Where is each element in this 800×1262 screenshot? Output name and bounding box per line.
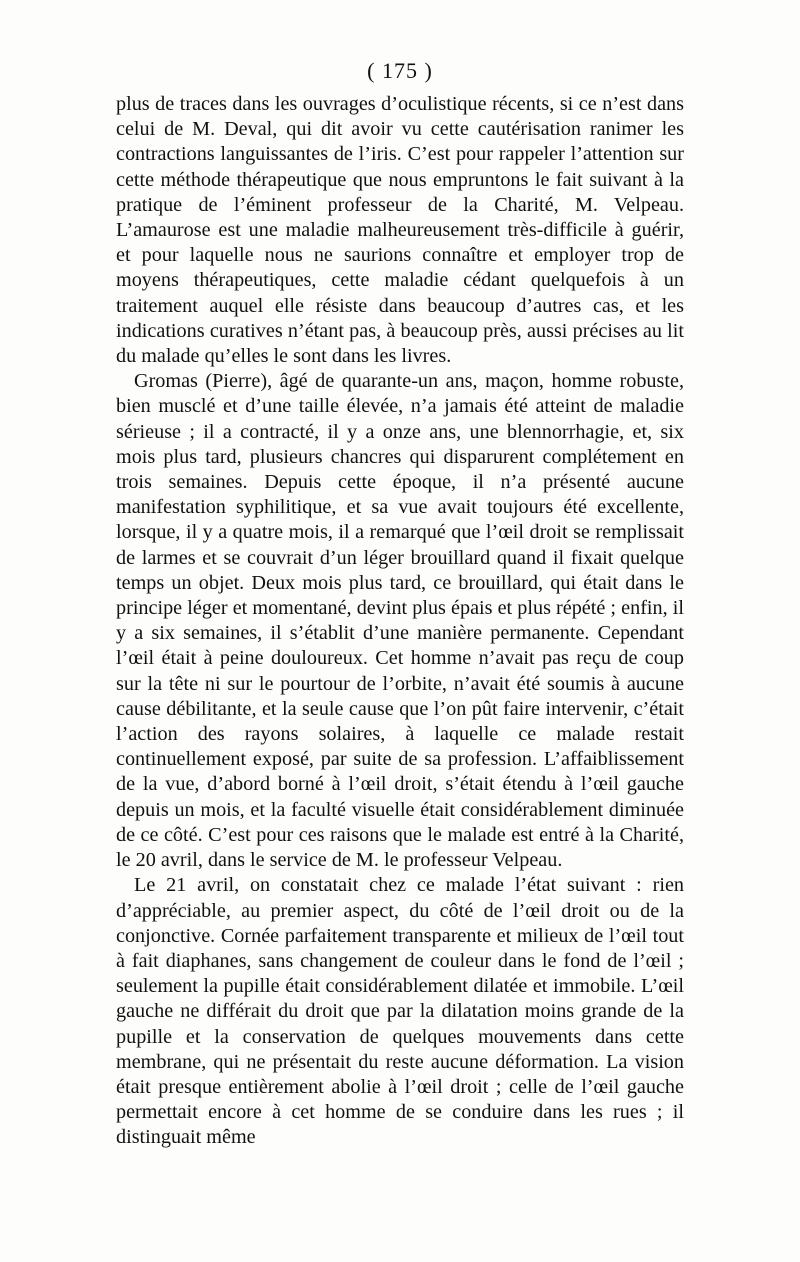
- paragraph-case-history: Gromas (Pierre), âgé de quarante-un ans, maçon, homme robuste, bien musclé et d’une taille élevée, n’a jamais été atteint de maladie sérieuse ; il a contracté, il y a onze ans, une blennorrhagie, et, six mois plus tard, plusieurs chancres qui disparurent complétement en trois semaines. Depuis cette époque, il n’a présenté aucune manifestation syphilitique, et sa vue avait toujours été excellente, lorsque, il y a quatre mois, il a remarqué que l’œil droit se remplissait de larmes et se couvrait d’un léger brouillard quand il fixait quelque temps un objet. Deux mois plus tard, ce brouillard, qui était dans le principe léger et momentané, devint plus épais et plus répété ; enfin, il y a six semaines, il s’établit d’une manière permanente. Cependant l’œil était à peine douloureux. Cet homme n’avait pas reçu de coup sur la tête ni sur le pourtour de l’orbite, n’avait été soumis à aucune cause débilitante, et la seule cause que l’on pût faire intervenir, c’était l’action des rayons solaires, à laquelle ce malade restait continuellement exposé, par suite de sa profession. L’affaiblissement de la vue, d’abord borné à l’œil droit, s’était étendu à l’œil gauche depuis un mois, et la faculté visuelle était considérablement diminuée de ce côté. C’est pour ces raisons que le malade est entré à la Charité, le 20 avril, dans le service de M. le professeur Velpeau.: [116, 370, 684, 872]
- page-number: ( 175 ): [367, 58, 433, 83]
- paragraph-examination: Le 21 avril, on constatait chez ce malade l’état suivant : rien d’appréciable, au premier aspect, du côté de l’œil droit ou de la conjonctive. Cornée parfaitement transparente et milieux de l’œil tout à fait diaphanes, sans changement de couleur dans le fond de l’œil ; seulement la pupille était considérablement dilatée et immobile. L’œil gauche ne différait du droit que par la dilatation moins grande de la pupille et la conservation de quelques mouvements dans cette membrane, qui ne présentait du reste aucune déformation. La vision était presque entièrement abolie à l’œil droit ; celle de l’œil gauche permettait encore à cet homme de se conduire dans les rues ; il distinguait même: [116, 874, 684, 1149]
- body-text: [116, 92, 684, 1151]
- paragraph-continuation: plus de traces dans les ouvrages d’oculistique récents, si ce n’est dans celui de M. Deval, qui dit avoir vu cette cautérisation ranimer les contractions languissantes de l’iris. C’est pour rappeler l’attention sur cette méthode thérapeutique que nous empruntons le fait suivant à la pratique de l’éminent professeur de la Charité, M. Velpeau. L’amaurose est une maladie malheureusement très-difficile à guérir, et pour laquelle nous ne saurions connaître et employer trop de moyens thérapeutiques, cette maladie cédant quelquefois à un traitement auquel elle résiste dans beaucoup d’autres cas, et les indications curatives n’étant pas, à beaucoup près, aussi précises au lit du malade qu’elles le sont dans les livres.: [116, 93, 684, 368]
